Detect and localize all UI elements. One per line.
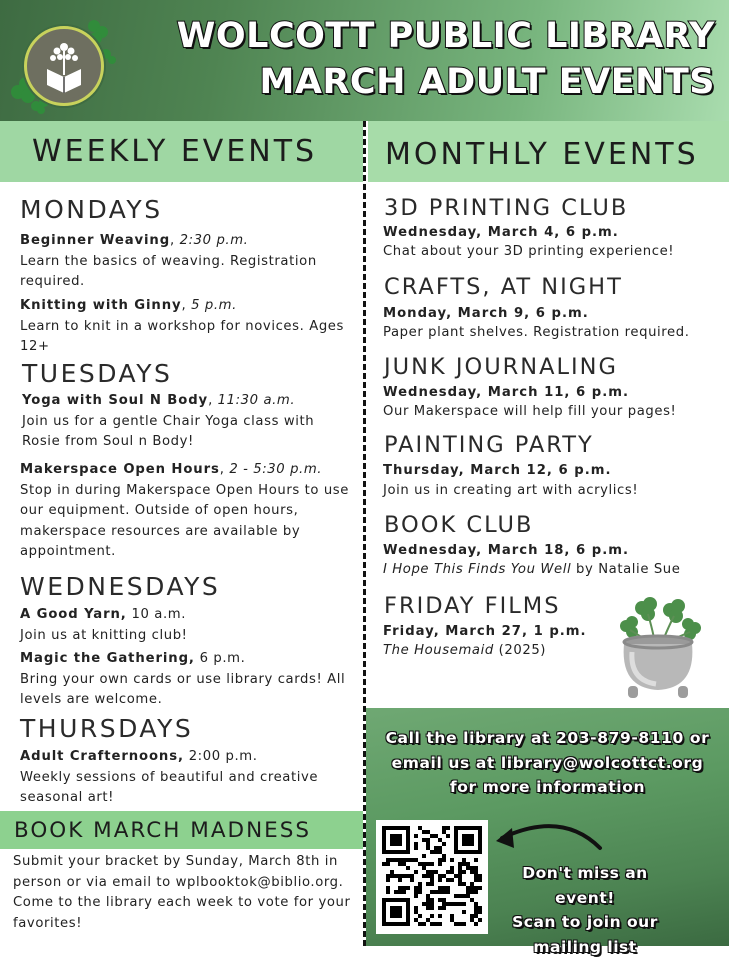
event-name: Yoga with Soul N Body (22, 393, 208, 408)
header-banner (0, 0, 729, 121)
film-title: The Housemaid (383, 643, 494, 658)
monthly-desc: Chat about your 3D printing experience! (383, 244, 674, 259)
event-time: 10 a.m. (132, 607, 186, 622)
contact-email-line: email us at library@wolcottct.org (366, 751, 729, 776)
monthly-desc (383, 643, 546, 658)
event-time: 11:30 a.m. (218, 393, 296, 408)
event-desc: Join us at knitting club! (20, 628, 188, 643)
scan-cta-text (490, 861, 680, 959)
pot-of-clovers-icon (612, 596, 704, 704)
monthly-date: Thursday, March 12, 6 p.m. (383, 463, 611, 478)
monthly-title-crafts-at-night: CRAFTS, AT NIGHT (384, 274, 623, 300)
event-adult-crafternoons (20, 747, 350, 809)
monthly-title-book-club: BOOK CLUB (384, 512, 533, 538)
scan-line-2: Scan to join our (490, 910, 680, 935)
monthly-date: Wednesday, March 4, 6 p.m. (383, 225, 619, 240)
monthly-desc: Paper plant shelves. Registration required. (383, 325, 690, 340)
event-time: 2 - 5:30 p.m. (229, 462, 322, 477)
contact-text (366, 726, 729, 800)
weekly-events-band (0, 121, 363, 182)
event-name: Adult Crafternoons, (20, 749, 184, 764)
monthly-desc (383, 562, 680, 577)
weekly-events-heading: WEEKLY EVENTS (32, 134, 317, 169)
film-year: (2025) (494, 643, 546, 658)
event-desc: Bring your own cards or use library cards! All levels are welcome. (20, 672, 345, 708)
qr-code-icon[interactable] (376, 820, 488, 934)
monthly-title-painting-party: PAINTING PARTY (384, 432, 594, 458)
event-a-good-yarn (20, 605, 355, 646)
event-name: Beginner Weaving (20, 233, 170, 248)
library-logo-icon (24, 26, 104, 106)
monthly-title-friday-films: FRIDAY FILMS (384, 593, 561, 619)
monthly-date: Monday, March 9, 6 p.m. (383, 306, 589, 321)
scan-line-3: mailing list (490, 935, 680, 959)
contact-box (366, 708, 729, 946)
contact-info-line: for more information (366, 775, 729, 800)
monthly-date: Wednesday, March 18, 6 p.m. (383, 543, 629, 558)
scan-line-1: Don't miss an event! (490, 861, 680, 910)
curved-arrow-icon (492, 814, 604, 860)
book-march-madness-text: Submit your bracket by Sunday, March 8th in person or via email to wplbooktok@biblio.org. Come to the library each week to vote for your favorites! (13, 852, 361, 934)
day-heading-wednesdays: WEDNESDAYS (20, 572, 220, 601)
book-march-madness-heading: BOOK MARCH MADNESS (14, 818, 311, 843)
monthly-desc: Join us in creating art with acrylics! (383, 483, 638, 498)
title-line-1: WOLCOTT PUBLIC LIBRARY (177, 16, 715, 56)
event-name: Makerspace Open Hours (20, 462, 220, 477)
title-line-2: MARCH ADULT EVENTS (260, 62, 715, 102)
book-author: by Natalie Sue (571, 562, 680, 577)
event-name: Knitting with Ginny (20, 298, 181, 313)
event-name: Magic the Gathering, (20, 651, 195, 666)
event-makerspace-open-hours: Makerspace Open Hours, 2 - 5:30 p.m. Stop in during Makerspace Open Hours to use our equipment. Outside of open hours, makerspace resources are available by appointment. (20, 460, 355, 563)
monthly-date: Wednesday, March 11, 6 p.m. (383, 385, 629, 400)
event-name: A Good Yarn, (20, 607, 127, 622)
event-beginner-weaving: Beginner Weaving, 2:30 p.m. Learn the basics of weaving. Registration required. (20, 231, 350, 293)
event-desc: Learn to knit in a workshop for novices. Ages 12+ (20, 319, 344, 355)
event-desc: Join us for a gentle Chair Yoga class with Rosie from Soul n Body! (22, 414, 314, 450)
day-heading-thursdays: THURSDAYS (20, 714, 193, 743)
monthly-date: Friday, March 27, 1 p.m. (383, 624, 587, 639)
event-magic-the-gathering (20, 649, 355, 711)
event-time: 2:30 p.m. (180, 233, 249, 248)
monthly-title-junk-journaling: JUNK JOURNALING (384, 354, 618, 380)
monthly-desc: Our Makerspace will help fill your pages! (383, 404, 676, 419)
event-time: 5 p.m. (191, 298, 237, 313)
event-time: 6 p.m. (200, 651, 246, 666)
book-title: I Hope This Finds You Well (383, 562, 571, 577)
monthly-title-3d-printing: 3D PRINTING CLUB (384, 195, 628, 221)
event-desc: Learn the basics of weaving. Registration required. (20, 254, 317, 290)
day-heading-mondays: MONDAYS (20, 195, 163, 224)
event-yoga: Yoga with Soul N Body, 11:30 a.m. Join us for a gentle Chair Yoga class with Rosie from Soul n Body! (22, 391, 357, 453)
day-heading-tuesdays: TUESDAYS (22, 359, 172, 388)
event-time: 2:00 p.m. (189, 749, 258, 764)
event-knitting-with-ginny: Knitting with Ginny, 5 p.m. Learn to knit in a workshop for novices. Ages 12+ (20, 296, 350, 358)
monthly-events-heading: MONTHLY EVENTS (385, 137, 699, 172)
monthly-events-band (368, 121, 729, 182)
contact-phone-line: Call the library at 203-879-8110 or (366, 726, 729, 751)
event-desc: Weekly sessions of beautiful and creative seasonal art! (20, 770, 318, 806)
book-march-madness-band (0, 811, 363, 849)
event-desc: Stop in during Makerspace Open Hours to use our equipment. Outside of open hours, makerspace resources are available by appointment. (20, 483, 349, 560)
